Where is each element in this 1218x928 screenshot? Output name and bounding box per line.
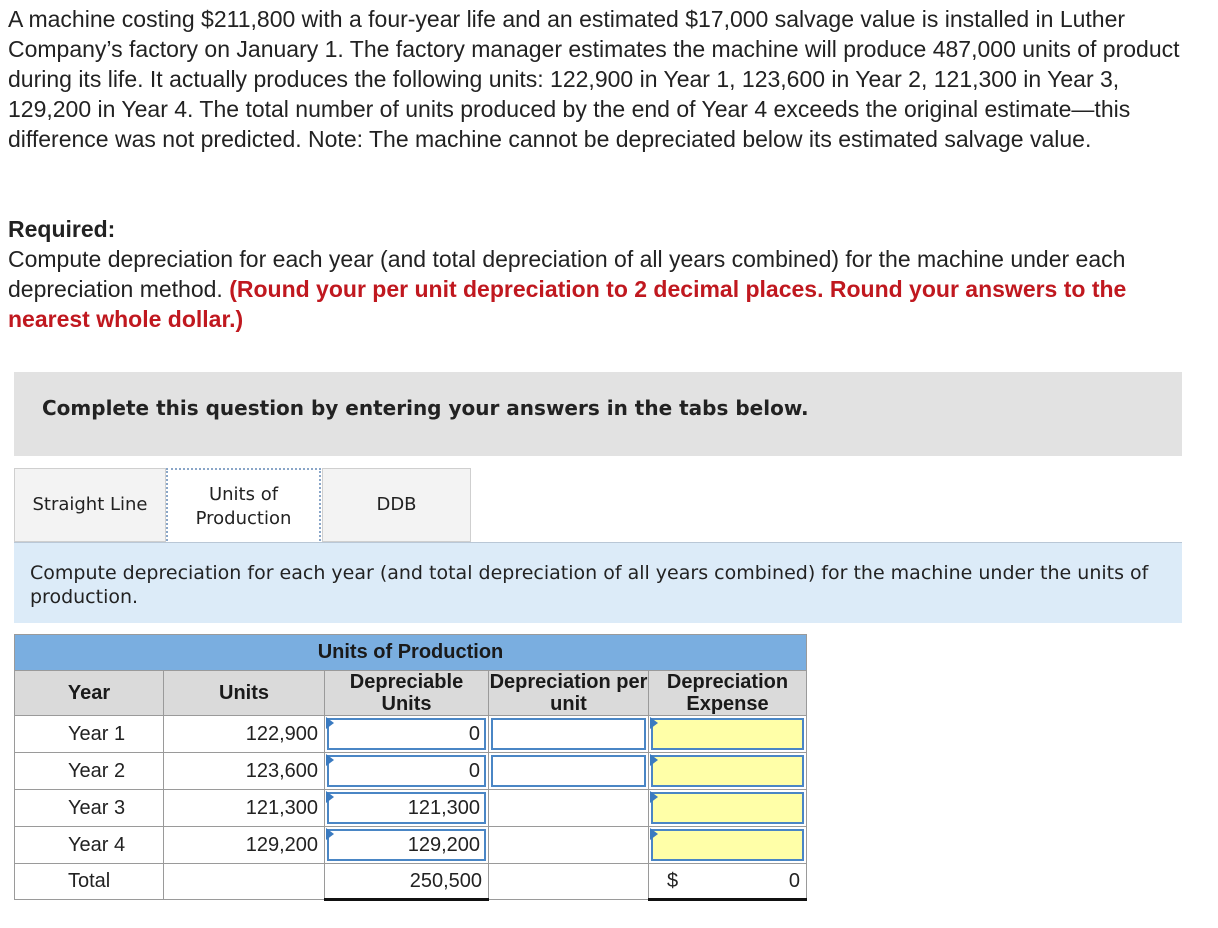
currency-symbol: $ [667, 869, 679, 892]
input-marker-icon [650, 754, 658, 766]
depreciable-units-input[interactable]: 129,200 [327, 829, 486, 861]
total-per-unit-blank [489, 864, 649, 900]
tab-units-of-production[interactable] [166, 468, 321, 544]
depreciable-units-cell [325, 827, 489, 864]
row-year: Year 3 [15, 790, 164, 827]
row-units: 123,600 [164, 753, 325, 790]
input-marker-icon [326, 828, 334, 840]
tab-ddb[interactable] [322, 468, 471, 542]
dep-per-unit-value [491, 792, 646, 824]
dep-expense-cell [649, 716, 807, 753]
required-text: Compute depreciation for each year (and total depreciation of all years combined) for the machine under each depreciation method. [8, 246, 1126, 302]
table-title: Units of Production [15, 635, 807, 671]
required-instructions [8, 244, 1198, 334]
dep-per-unit-value [491, 829, 646, 861]
header-depreciation-per-unit: Depreciation per unit [489, 671, 648, 715]
total-units-blank [164, 864, 325, 900]
tab-straight-line[interactable] [14, 468, 166, 542]
dep-expense-cell [649, 827, 807, 864]
dep-expense-cell [649, 790, 807, 827]
input-marker-icon [650, 828, 658, 840]
row-year: Year 1 [15, 716, 164, 753]
depreciable-units-cell [325, 790, 489, 827]
row-units: 122,900 [164, 716, 325, 753]
header-depreciable-units: Depreciable Units [325, 671, 489, 716]
rounding-note: (Round your per unit depreciation to 2 decimal places. Round your answers to the nearest whole dollar.) [8, 276, 1127, 332]
dep-expense-input[interactable] [651, 829, 804, 861]
table-row [15, 753, 807, 790]
required-heading: Required: [8, 216, 116, 242]
instruction-banner [14, 372, 1182, 456]
table-row [15, 790, 807, 827]
tab-prompt [14, 543, 1182, 623]
tab-label: Units of Production [195, 484, 292, 529]
tab-label: Straight Line [32, 494, 148, 515]
tab-label: DDB [376, 494, 417, 515]
depreciable-units-input[interactable]: 0 [327, 755, 486, 787]
total-row [15, 864, 807, 900]
dep-expense-cell [649, 753, 807, 790]
units-of-production-table [14, 634, 807, 901]
total-label: Total [15, 864, 164, 900]
header-units: Units [164, 671, 325, 716]
dep-per-unit-cell [489, 753, 649, 790]
dep-expense-input[interactable] [651, 718, 804, 750]
instruction-text: Complete this question by entering your answers in the tabs below. [42, 396, 809, 420]
tab-prompt-text: Compute depreciation for each year (and total depreciation of all years combined) for the machine under the units of production. [30, 562, 1149, 608]
depreciable-units-cell [325, 716, 489, 753]
dep-expense-input[interactable] [651, 755, 804, 787]
row-year: Year 4 [15, 827, 164, 864]
total-depreciable-units: 250,500 [325, 864, 489, 900]
problem-statement: A machine costing $211,800 with a four-year life and an estimated $17,000 salvage value is installed in Luther Company’s factory on January 1. The factory manager estimates the machine will produce 487,000 units of product during its life. It actually produces the following units: 122,900 in Year 1, 123,600 in Year 2, 121,300 in Year 3, 129,200 in Year 4. The total number of units produced by the end of Year 4 exceeds the original estimate—this difference was not predicted. Note: The machine cannot be depreciated below its estimated salvage value. [8, 6, 1180, 152]
dep-per-unit-input[interactable] [491, 755, 646, 787]
input-marker-icon [326, 791, 334, 803]
dep-per-unit-cell [489, 790, 649, 827]
depreciable-units-input[interactable]: 121,300 [327, 792, 486, 824]
total-depreciation-expense [649, 864, 807, 900]
dep-expense-input[interactable] [651, 792, 804, 824]
row-units: 129,200 [164, 827, 325, 864]
input-marker-icon [650, 791, 658, 803]
dep-per-unit-cell [489, 827, 649, 864]
depreciable-units-input[interactable]: 0 [327, 718, 486, 750]
dep-per-unit-input[interactable] [491, 718, 646, 750]
input-marker-icon [326, 754, 334, 766]
row-year: Year 2 [15, 753, 164, 790]
input-marker-icon [326, 717, 334, 729]
total-depreciation-value: 0 [788, 869, 800, 892]
dep-per-unit-cell [489, 716, 649, 753]
table-row [15, 716, 807, 753]
header-year: Year [15, 671, 164, 716]
depreciable-units-cell [325, 753, 489, 790]
table-row [15, 827, 807, 864]
header-depreciation-expense: Depreciation Expense [649, 671, 807, 716]
input-marker-icon [650, 717, 658, 729]
row-units: 121,300 [164, 790, 325, 827]
